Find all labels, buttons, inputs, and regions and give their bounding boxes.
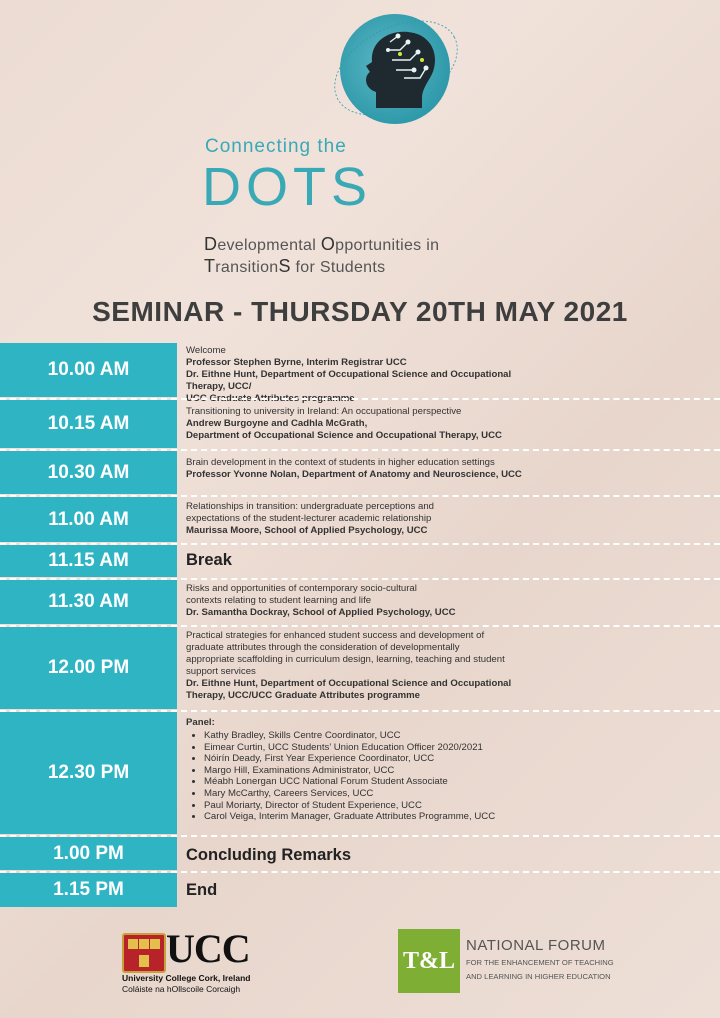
ucc-crest-icon (122, 933, 166, 973)
time-slot: 11.30 AM (0, 580, 177, 624)
seminar-headline: SEMINAR - THURSDAY 20TH MAY 2021 (92, 296, 628, 327)
schedule-row (0, 545, 720, 577)
nf-title: NATIONAL FORUM (466, 937, 606, 954)
time-slot: 10.00 AM (0, 343, 177, 397)
schedule-row (0, 400, 720, 448)
time-slot: 11.15 AM (0, 545, 177, 577)
session-details: Transitioning to university in Ireland: An occupational perspective Andrew Burgoyne and Cadhla McGrath, Department of Occupational Science and Occupational Therapy, UCC (186, 406, 502, 441)
panel-member: • Eimear Curtin, UCC Students’ Union Education Officer 2020/2021 (204, 742, 550, 754)
schedule-row (0, 343, 720, 404)
brand-subtitle: Connecting the (205, 136, 347, 157)
panel-member: • Paul Moriarty, Director of Student Experience, UCC (204, 800, 550, 812)
nf-subtitle-1: FOR THE ENHANCEMENT OF TEACHING (466, 958, 614, 967)
tl-logo-box: T&L (398, 929, 460, 993)
schedule-row (0, 712, 720, 834)
time-slot: 12.00 PM (0, 627, 177, 709)
time-slot: 1.15 PM (0, 873, 177, 907)
panel-member: • Margo Hill, Examinations Administrator, UCC (204, 765, 550, 777)
ucc-name-english: University College Cork, Ireland (122, 973, 251, 983)
time-slot: 12.30 PM (0, 712, 177, 834)
panel-member: • Mary McCarthy, Careers Services, UCC (204, 788, 550, 800)
brand-tagline-1: Developmental Opportunities in (204, 234, 440, 254)
session-details: Panel: • Kathy Bradley, Skills Centre Coordinator, UCC • Eimear Curtin, UCC Students’ Union Education Officer 2020/2021 • Nóirín Deady, First Year Experience Coordinator, UCC • Margo Hill, Examinations Administrator, UCC • Méabh Lonergan UCC National Forum Student Associate • Mary McCarthy, Careers Services, UCC • Paul Moriarty, Director of Student Experience, UCC • Carol Veiga, Interim Manager, Graduate Attributes Programme, UCC (186, 717, 550, 823)
session-details: Brain development in the context of students in higher education settings Professor Yvonne Nolan, Department of Anatomy and Neuroscience, UCC (186, 457, 522, 480)
session-details: Relationships in transition: undergraduate perceptions and expectations of the student-lecturer academic relationship Maurissa Moore, School of Applied Psychology, UCC (186, 501, 434, 536)
ucc-logo (122, 926, 257, 1001)
session-details: Practical strategies for enhanced student success and development of graduate attributes through the consideration of developmentally appropriate scaffolding in curriculum design, learning, teaching and student support services Dr. Eithne Hunt, Department of Occupational Science and Occupational Therapy, UCC/UCC Graduate Attributes programme (186, 630, 512, 701)
schedule-row (0, 451, 720, 494)
panel-member: • Nóirín Deady, First Year Experience Coordinator, UCC (204, 753, 550, 765)
time-slot: 1.00 PM (0, 837, 177, 870)
panel-member: • Méabh Lonergan UCC National Forum Student Associate (204, 776, 550, 788)
schedule-row (0, 873, 720, 907)
panel-member: • Kathy Bradley, Skills Centre Coordinator, UCC (204, 730, 550, 742)
schedule-row (0, 627, 720, 709)
schedule-row (0, 497, 720, 542)
session-title: End (186, 881, 218, 899)
ucc-wordmark: UCC (166, 926, 250, 971)
ucc-name-irish: Coláiste na hOllscoile Corcaigh (122, 984, 241, 994)
time-slot: 10.30 AM (0, 451, 177, 494)
schedule-row (0, 580, 720, 624)
session-title: Concluding Remarks (186, 846, 352, 864)
brain-head-icon (330, 6, 470, 131)
national-forum-logo (398, 929, 628, 997)
time-slot: 11.00 AM (0, 497, 177, 542)
nf-subtitle-2: AND LEARNING IN HIGHER EDUCATION (466, 972, 611, 981)
brain-logo (330, 6, 470, 126)
brand-title: DOTS (202, 157, 373, 217)
schedule-row (0, 837, 720, 870)
session-details: Welcome Professor Stephen Byrne, Interim Registrar UCC Dr. Eithne Hunt, Department of Occupational Science and Occupational Therapy, UCC/ UCC Graduate Attributes programme (186, 345, 512, 404)
time-slot: 10.15 AM (0, 400, 177, 448)
panel-member: • Carol Veiga, Interim Manager, Graduate Attributes Programme, UCC (204, 811, 550, 823)
brand-tagline-2: TransitionS for Students (204, 256, 386, 276)
session-title: Break (186, 551, 232, 569)
panel-list (186, 730, 550, 823)
session-details: Risks and opportunities of contemporary socio-cultural contexts relating to student learning and life Dr. Samantha Dockray, School of Applied Psychology, UCC (186, 583, 456, 618)
